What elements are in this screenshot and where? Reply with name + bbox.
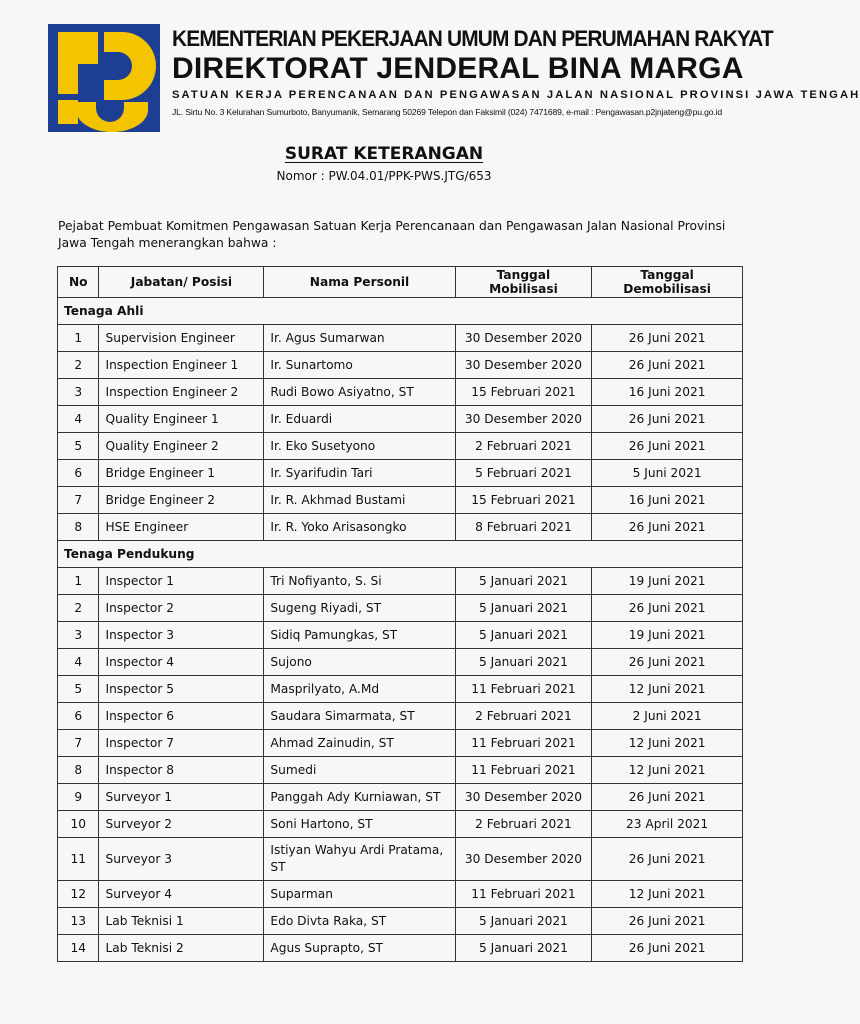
row-name: Agus Suprapto, ST bbox=[264, 935, 455, 962]
row-no: 14 bbox=[58, 935, 99, 962]
pupr-logo-graphic bbox=[48, 24, 160, 132]
row-no: 1 bbox=[58, 568, 99, 595]
section-title: Tenaga Pendukung bbox=[58, 541, 743, 568]
row-position: Inspection Engineer 1 bbox=[99, 352, 264, 379]
row-demobilization: 12 Juni 2021 bbox=[592, 730, 743, 757]
row-name: Soni Hartono, ST bbox=[264, 811, 455, 838]
row-no: 5 bbox=[58, 676, 99, 703]
directorate-name: DIREKTORAT JENDERAL BINA MARGA bbox=[172, 52, 744, 85]
row-mobilization: 30 Desember 2020 bbox=[455, 838, 592, 881]
header-demobilization: Tanggal Demobilisasi bbox=[592, 267, 743, 298]
row-name: Panggah Ady Kurniawan, ST bbox=[264, 784, 455, 811]
row-name: Suparman bbox=[264, 881, 455, 908]
table-row bbox=[58, 487, 743, 514]
row-name: Ir. Eduardi bbox=[264, 406, 455, 433]
table-row bbox=[58, 622, 743, 649]
row-demobilization: 19 Juni 2021 bbox=[592, 622, 743, 649]
row-mobilization: 5 Januari 2021 bbox=[455, 595, 592, 622]
table-row bbox=[58, 568, 743, 595]
row-no: 6 bbox=[58, 703, 99, 730]
row-position: Lab Teknisi 1 bbox=[99, 908, 264, 935]
document-title-wrap bbox=[0, 144, 768, 164]
row-position: Inspector 6 bbox=[99, 703, 264, 730]
row-mobilization: 5 Januari 2021 bbox=[455, 568, 592, 595]
row-no: 2 bbox=[58, 595, 99, 622]
row-mobilization: 2 Februari 2021 bbox=[455, 811, 592, 838]
row-position: Inspector 4 bbox=[99, 649, 264, 676]
row-position: Quality Engineer 1 bbox=[99, 406, 264, 433]
row-no: 8 bbox=[58, 757, 99, 784]
row-position: Bridge Engineer 1 bbox=[99, 460, 264, 487]
row-position: Inspector 7 bbox=[99, 730, 264, 757]
row-position: Surveyor 2 bbox=[99, 811, 264, 838]
table-row bbox=[58, 703, 743, 730]
row-position: Inspector 3 bbox=[99, 622, 264, 649]
row-no: 7 bbox=[58, 730, 99, 757]
header-position: Jabatan/ Posisi bbox=[99, 267, 264, 298]
row-no: 4 bbox=[58, 649, 99, 676]
row-position: Surveyor 3 bbox=[99, 838, 264, 881]
table-row bbox=[58, 514, 743, 541]
row-mobilization: 11 Februari 2021 bbox=[455, 881, 592, 908]
row-position: Inspector 5 bbox=[99, 676, 264, 703]
row-mobilization: 5 Februari 2021 bbox=[455, 460, 592, 487]
table-row bbox=[58, 433, 743, 460]
row-mobilization: 2 Februari 2021 bbox=[455, 433, 592, 460]
document-number: Nomor : PW.04.01/PPK-PWS.JTG/653 bbox=[276, 169, 492, 183]
table-row bbox=[58, 595, 743, 622]
row-position: Bridge Engineer 2 bbox=[99, 487, 264, 514]
table-row bbox=[58, 811, 743, 838]
row-position: HSE Engineer bbox=[99, 514, 264, 541]
row-name: Ahmad Zainudin, ST bbox=[264, 730, 455, 757]
row-name: Masprilyato, A.Md bbox=[264, 676, 455, 703]
row-no: 9 bbox=[58, 784, 99, 811]
row-demobilization: 12 Juni 2021 bbox=[592, 757, 743, 784]
row-position: Inspector 1 bbox=[99, 568, 264, 595]
section-row bbox=[58, 541, 743, 568]
document-title: SURAT KETERANGAN bbox=[284, 144, 484, 164]
row-mobilization: 5 Januari 2021 bbox=[455, 935, 592, 962]
row-demobilization: 5 Juni 2021 bbox=[592, 460, 743, 487]
row-name: Saudara Simarmata, ST bbox=[264, 703, 455, 730]
header-mobilization: Tanggal Mobilisasi bbox=[455, 267, 592, 298]
table-row bbox=[58, 784, 743, 811]
row-position: Inspector 2 bbox=[99, 595, 264, 622]
row-position: Surveyor 1 bbox=[99, 784, 264, 811]
row-mobilization: 5 Januari 2021 bbox=[455, 622, 592, 649]
row-demobilization: 26 Juni 2021 bbox=[592, 514, 743, 541]
row-no: 12 bbox=[58, 881, 99, 908]
row-no: 3 bbox=[58, 622, 99, 649]
row-no: 10 bbox=[58, 811, 99, 838]
row-name: Istiyan Wahyu Ardi Pratama, ST bbox=[264, 838, 455, 881]
row-name: Sidiq Pamungkas, ST bbox=[264, 622, 455, 649]
table-row bbox=[58, 649, 743, 676]
row-name: Sumedi bbox=[264, 757, 455, 784]
row-demobilization: 26 Juni 2021 bbox=[592, 649, 743, 676]
table-row bbox=[58, 730, 743, 757]
row-name: Ir. Eko Susetyono bbox=[264, 433, 455, 460]
row-mobilization: 11 Februari 2021 bbox=[455, 730, 592, 757]
row-position: Inspector 8 bbox=[99, 757, 264, 784]
table-body bbox=[58, 298, 743, 962]
row-demobilization: 26 Juni 2021 bbox=[592, 908, 743, 935]
table-row bbox=[58, 838, 743, 881]
row-no: 11 bbox=[58, 838, 99, 881]
row-demobilization: 26 Juni 2021 bbox=[592, 433, 743, 460]
header-name: Nama Personil bbox=[264, 267, 455, 298]
row-mobilization: 5 Januari 2021 bbox=[455, 908, 592, 935]
row-demobilization: 26 Juni 2021 bbox=[592, 784, 743, 811]
table-header-row bbox=[58, 267, 743, 298]
row-mobilization: 30 Desember 2020 bbox=[455, 406, 592, 433]
row-mobilization: 30 Desember 2020 bbox=[455, 325, 592, 352]
table-row bbox=[58, 935, 743, 962]
row-name: Sujono bbox=[264, 649, 455, 676]
row-no: 2 bbox=[58, 352, 99, 379]
row-no: 1 bbox=[58, 325, 99, 352]
row-demobilization: 26 Juni 2021 bbox=[592, 935, 743, 962]
table-row bbox=[58, 406, 743, 433]
unit-name: SATUAN KERJA PERENCANAAN DAN PENGAWASAN JALAN NASIONAL PROVINSI JAWA TENGAH bbox=[172, 89, 860, 101]
address-line: JL. Sirtu No. 3 Kelurahan Sumurboto, Banyumanik, Semarang 50269 Telepon dan Faksimil (024) 7471689, e-mail : Pengawasan.p2jnjateng@pu.go.id bbox=[172, 107, 723, 117]
row-position: Lab Teknisi 2 bbox=[99, 935, 264, 962]
row-name: Ir. R. Akhmad Bustami bbox=[264, 487, 455, 514]
pupr-logo-icon bbox=[48, 24, 160, 132]
row-demobilization: 23 April 2021 bbox=[592, 811, 743, 838]
row-name: Ir. Sunartomo bbox=[264, 352, 455, 379]
row-no: 3 bbox=[58, 379, 99, 406]
intro-paragraph: Pejabat Pembuat Komitmen Pengawasan Satuan Kerja Perencanaan dan Pengawasan Jalan Nasional Provinsi Jawa Tengah menerangkan bahwa : bbox=[58, 219, 726, 250]
table-row bbox=[58, 908, 743, 935]
row-demobilization: 26 Juni 2021 bbox=[592, 838, 743, 881]
row-name: Sugeng Riyadi, ST bbox=[264, 595, 455, 622]
row-mobilization: 30 Desember 2020 bbox=[455, 352, 592, 379]
row-name: Tri Nofiyanto, S. Si bbox=[264, 568, 455, 595]
table-row bbox=[58, 460, 743, 487]
section-title: Tenaga Ahli bbox=[58, 298, 743, 325]
row-no: 7 bbox=[58, 487, 99, 514]
row-mobilization: 11 Februari 2021 bbox=[455, 676, 592, 703]
table-row bbox=[58, 757, 743, 784]
row-no: 4 bbox=[58, 406, 99, 433]
table-row bbox=[58, 676, 743, 703]
row-position: Supervision Engineer bbox=[99, 325, 264, 352]
row-name: Rudi Bowo Asiyatno, ST bbox=[264, 379, 455, 406]
row-demobilization: 26 Juni 2021 bbox=[592, 406, 743, 433]
row-demobilization: 12 Juni 2021 bbox=[592, 881, 743, 908]
row-mobilization: 15 Februari 2021 bbox=[455, 379, 592, 406]
table-row bbox=[58, 881, 743, 908]
ministry-name: KEMENTERIAN PEKERJAAN UMUM DAN PERUMAHAN RAKYAT bbox=[172, 26, 773, 51]
row-no: 5 bbox=[58, 433, 99, 460]
row-name: Ir. R. Yoko Arisasongko bbox=[264, 514, 455, 541]
row-demobilization: 2 Juni 2021 bbox=[592, 703, 743, 730]
row-mobilization: 30 Desember 2020 bbox=[455, 784, 592, 811]
row-no: 6 bbox=[58, 460, 99, 487]
table-row bbox=[58, 325, 743, 352]
row-demobilization: 16 Juni 2021 bbox=[592, 487, 743, 514]
row-demobilization: 16 Juni 2021 bbox=[592, 379, 743, 406]
row-mobilization: 15 Februari 2021 bbox=[455, 487, 592, 514]
row-mobilization: 11 Februari 2021 bbox=[455, 757, 592, 784]
row-demobilization: 26 Juni 2021 bbox=[592, 352, 743, 379]
row-position: Surveyor 4 bbox=[99, 881, 264, 908]
personnel-table bbox=[57, 266, 743, 962]
row-name: Edo Divta Raka, ST bbox=[264, 908, 455, 935]
section-row bbox=[58, 298, 743, 325]
letterhead bbox=[172, 26, 860, 118]
row-demobilization: 26 Juni 2021 bbox=[592, 595, 743, 622]
row-mobilization: 2 Februari 2021 bbox=[455, 703, 592, 730]
row-no: 8 bbox=[58, 514, 99, 541]
row-demobilization: 12 Juni 2021 bbox=[592, 676, 743, 703]
row-mobilization: 8 Februari 2021 bbox=[455, 514, 592, 541]
row-demobilization: 26 Juni 2021 bbox=[592, 325, 743, 352]
row-name: Ir. Agus Sumarwan bbox=[264, 325, 455, 352]
row-position: Inspection Engineer 2 bbox=[99, 379, 264, 406]
row-name: Ir. Syarifudin Tari bbox=[264, 460, 455, 487]
row-position: Quality Engineer 2 bbox=[99, 433, 264, 460]
row-no: 13 bbox=[58, 908, 99, 935]
header-no: No bbox=[58, 267, 99, 298]
row-mobilization: 5 Januari 2021 bbox=[455, 649, 592, 676]
table-row bbox=[58, 379, 743, 406]
table-row bbox=[58, 352, 743, 379]
row-demobilization: 19 Juni 2021 bbox=[592, 568, 743, 595]
